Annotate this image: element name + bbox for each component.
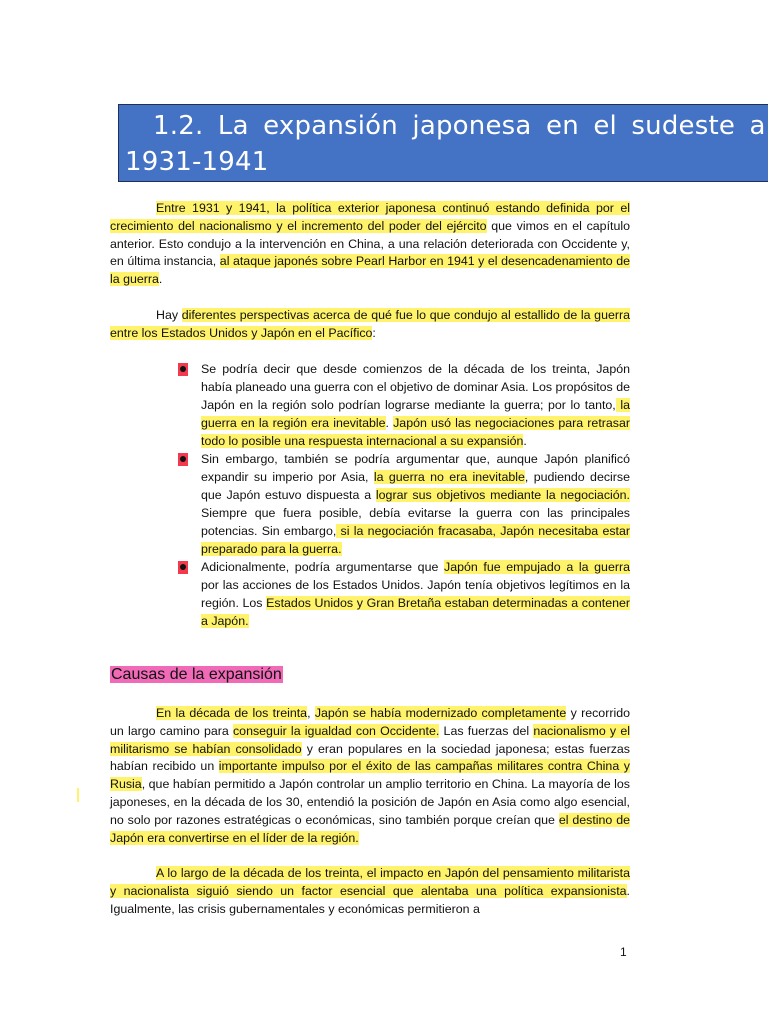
perspectives-list: [178, 360, 630, 630]
highlight: Japón fue empujado a la guerra: [444, 560, 630, 574]
text-run: y eran populares en la sociedad japonesa; estas fuerzas habían recibido un: [110, 741, 630, 774]
highlight: el destino de Japón era convertirse en el líder de la región.: [110, 812, 630, 845]
section-title-box: [118, 104, 768, 182]
margin-highlight-mark: [77, 788, 79, 802]
highlight: al ataque japonés sobre Pearl Harbor en 1941 y el desencadenamiento de la guerra: [110, 254, 630, 287]
causes-text: [110, 705, 630, 919]
section-heading-text: Causas de la expansión: [111, 666, 282, 683]
text-run: .: [523, 434, 527, 448]
text-run: Se podría decir que desde comienzos de la década de los treinta, Japón había planeado una guerra con el objetivo de dominar Asia. Los propósitos de Japón en la región solo podrían lograrse mediante la guerra; por lo tanto,: [201, 362, 630, 412]
highlight: Entre 1931 y 1941, la política exterior japonesa continuó estando definida por el crecimiento del nacionalismo y el incremento del poder del ejército: [110, 201, 630, 233]
text-run: Las fuerzas del: [439, 723, 534, 738]
highlight: nacionalismo y el militarismo se habían consolidado: [110, 723, 630, 756]
highlight: diferentes perspectivas acerca de qué fue lo que condujo al estallido de la guerra entre los Estados Unidos y Japón en el Pacífico: [110, 307, 630, 340]
highlight: conseguir la igualdad con Occidente.: [232, 723, 440, 738]
text-run: que vimos en el capítulo anterior. Esto condujo a la intervención en China, a una relación deteriorada con Occidente y, en última instancia,: [110, 218, 630, 269]
text-run: y recorrido un largo camino para: [110, 706, 630, 738]
highlight: Estados Unidos y Gran Bretaña estaban determinadas a contener a Japón.: [201, 596, 630, 628]
highlight: la guerra no era inevitable: [373, 470, 525, 484]
highlight: A lo largo de la década de los treinta, el impacto en Japón del pensamiento militarista y nacionalista siguió siendo un factor esencial que alentaba una política expansionista: [110, 866, 630, 898]
intro-text: [110, 200, 630, 342]
highlight: lograr sus objetivos mediante la negociación.: [375, 488, 630, 502]
list-item: [178, 360, 630, 450]
bullet-icon: [178, 561, 188, 574]
text-run: , que habían permitido a Japón controlar un amplio territorio en China. La mayoría de los japoneses, en la década de los 30, entendió la posición de Japón en Asia como algo esencial, no solo por razones estratégicas o económicas, sino también porque creían que: [110, 777, 630, 827]
text-run: Sin embargo, también se podría argumentar que, aunque Japón planificó expandir su imperio por Asia,: [201, 452, 630, 484]
bullet-icon: [178, 453, 188, 466]
causes-paragraph-2: [110, 865, 630, 918]
text-run: . Igualmente, las crisis gubernamentales y económicas permitieron a: [110, 883, 630, 916]
text-run: Adicionalmente, podría argumentarse que: [201, 560, 444, 574]
page-number: 1: [620, 945, 627, 959]
intro-paragraph-1: [110, 200, 630, 289]
highlight: importante impulso por el éxito de las campañas militares contra China y Rusia: [110, 759, 630, 792]
highlight: la guerra en la región era inevitable: [201, 398, 630, 430]
text-run: ,: [307, 706, 315, 720]
causes-paragraph-1: [110, 705, 630, 847]
intro-paragraph-2: [110, 307, 630, 343]
text-run: Hay: [156, 307, 182, 322]
bullet-icon: [178, 363, 188, 376]
text-run: por las acciones de los Estados Unidos. Japón tenía objetivos legítimos en la región. Los: [201, 578, 630, 610]
highlight: si la negociación fracasaba, Japón necesitaba estar preparado para la guerra.: [201, 524, 630, 556]
text-run: :: [372, 325, 376, 340]
highlight: Japón usó las negociaciones para retrasar todo lo posible una respuesta internacional a su expansión: [201, 416, 630, 448]
section-heading: [110, 664, 283, 686]
text-run: .: [158, 272, 163, 287]
list-item: [178, 558, 630, 630]
highlight: En la década de los treinta: [156, 706, 308, 720]
section-title-line-2: 1931-1941: [125, 147, 269, 177]
section-title-line-1: 1.2. La expansión japonesa en el sudeste a: [153, 111, 766, 141]
text-run: .: [385, 416, 394, 430]
list-item: [178, 450, 630, 558]
highlight: Japón se había modernizado completamente: [314, 706, 567, 720]
text-run: Siempre que fuera posible, debía evitarse la guerra con las principales potencias. Sin embargo,: [201, 506, 630, 538]
text-run: , pudiendo decirse que Japón estuvo dispuesta a: [201, 470, 630, 502]
